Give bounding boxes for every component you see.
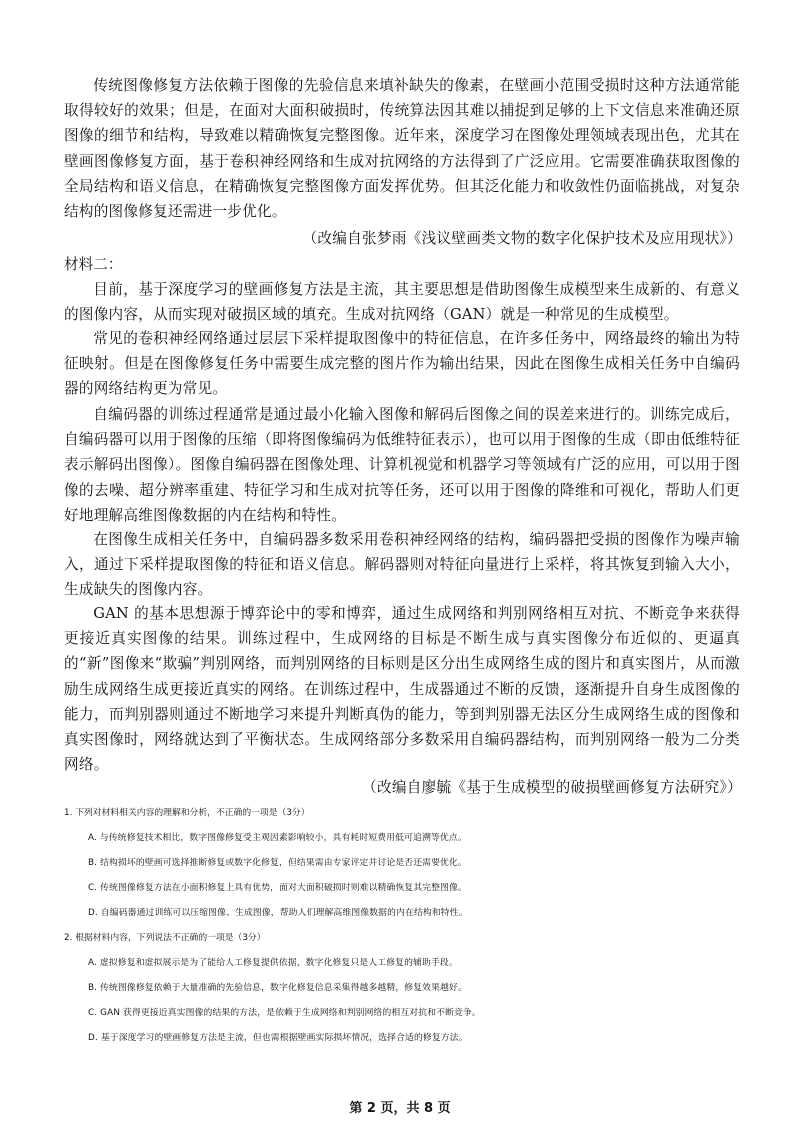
question-2-option-d: D. 基于深度学习的壁画修复方法是主流，但也需根据壁画实际损坏情况，选择合适的修复方法。 [88,1033,468,1043]
question-2-option-c: C. GAN 获得更接近真实图像的结果的方法，是依赖于生成网络和判别网络的相互对抗和不断竞争。 [88,1008,481,1018]
source-citation-2: （改编自廖毓《基于生成模型的破损壁画修复方法研究》） [362,779,742,796]
question-1-option-c: C. 传统图像修复方法在小面积修复上具有优势，面对大面积破损时则难以精确恢复其完整图像。 [88,883,468,893]
question-2-option-a: A. 虚拟修复和虚拟展示是为了能给人工修复提供依据，数字化修复只是人工修复的辅助手段。 [88,958,458,968]
paragraph-deep-learning-intro: 目前，基于深度学习的壁画修复方法是主流，其主要思想是借助图像生成模型来生成新的、有意义的图像内容，从而实现对破损区域的填充。生成对抗网络（GAN）就是一种常见的生成模型。 [64,281,740,324]
question-1-option-d: D. 自编码器通过训练可以压缩图像、生成图像，帮助人们理解高维图像数据的内在结构和特性。 [88,908,468,918]
paragraph-cnn: 常见的卷积神经网络通过层层下采样提取图像中的特征信息，在许多任务中，网络最终的输出为特征映射。但是在图像修复任务中需要生成完整的图片作为输出结果，因此在图像生成相关任务中自编码器的网络结构更为常见。 [64,330,740,398]
paragraph-encoder-decoder: 在图像生成相关任务中，自编码器多数采用卷积神经网络的结构，编码器把受损的图像作为噪声输入，通过下采样提取图像的特征和语义信息。解码器则对特征向量进行上采样，将其恢复到输入大小，生成缺失的图像内容。 [64,531,740,599]
question-1-stem: 1. 下列对材料相关内容的理解和分析，不正确的一项是（3分） [64,808,310,818]
page-number-footer: 第 2 页，共 8 页 [349,1101,451,1116]
question-1-option-b: B. 结构损坏的壁画可选择推断修复或数字化修复，但结果需由专家评定并讨论是否还需要优化。 [88,858,467,868]
question-1-option-a: A. 与传统修复技术相比，数字图像修复受主观因素影响较小，具有耗时短费用低可追溯等优点。 [88,833,467,843]
question-2-stem: 2. 根据材料内容，下列说法不正确的一项是（3分） [64,933,266,943]
paragraph-material1-traditional: 传统图像修复方法依赖于图像的先验信息来填补缺失的像素，在壁画小范围受损时这种方法通常能取得较好的效果；但是，在面对大面积破损时，传统算法因其难以捕捉到足够的上下文信息来准确还原图像的细节和结构，导致难以精确恢复完整图像。近年来，深度学习在图像处理领域表现出色，尤其在壁画图像修复方面，基于卷积神经网络和生成对抗网络的方法得到了广泛应用。它需要准确获取图像的全局结构和语义信息，在精确恢复完整图像方面发挥优势。但其泛化能力和收敛性仍面临挑战，对复杂结构的图像修复还需进一步优化。 [64,77,740,221]
question-2-option-b: B. 传统图像修复依赖于大量准确的先验信息，数字化修复信息采集得越多越精，修复效果越好。 [88,983,467,993]
paragraph-autoencoder: 自编码器的训练过程通常是通过最小化输入图像和解码后图像之间的误差来进行的。训练完成后，自编码器可以用于图像的压缩（即将图像编码为低维特征表示），也可以用于图像的生成（即由低维特征表示解码出图像）。图像自编码器在图像处理、计算机视觉和机器学习等领域有广泛的应用，可以用于图像的去噪、超分辨率重建、特征学习和生成对抗等任务，还可以用于图像的降维和可视化，帮助人们更好地理解高维图像数据的内在结构和特性。 [64,406,740,524]
material-2-label: 材料二： [64,256,123,273]
paragraph-gan: GAN 的基本思想源于博弈论中的零和博弈，通过生成网络和判别网络相互对抗、不断竞争来获得更接近真实图像的结果。训练过程中，生成网络的目标是不断生成与真实图像分布近似的、更逼真的“新”图像来“欺骗”判别网络，而判别网络的目标则是区分出生成网络生成的图片和真实图片，从而激励生成网络生成更接近真实的网络。在训练过程中，生成器通过不断的反馈，逐渐提升自身生成图像的能力，而判别器则通过不断地学习来提升判断真伪的能力，等到判别器无法区分生成网络生成的图像和真实图像时，网络就达到了平衡状态。生成网络部分多数采用自编码器结构，而判别网络一般为二分类网络。 [64,605,740,774]
source-citation-1: （改编自张梦雨《浅议壁画类文物的数字化保护技术及应用现状》） [302,230,742,247]
